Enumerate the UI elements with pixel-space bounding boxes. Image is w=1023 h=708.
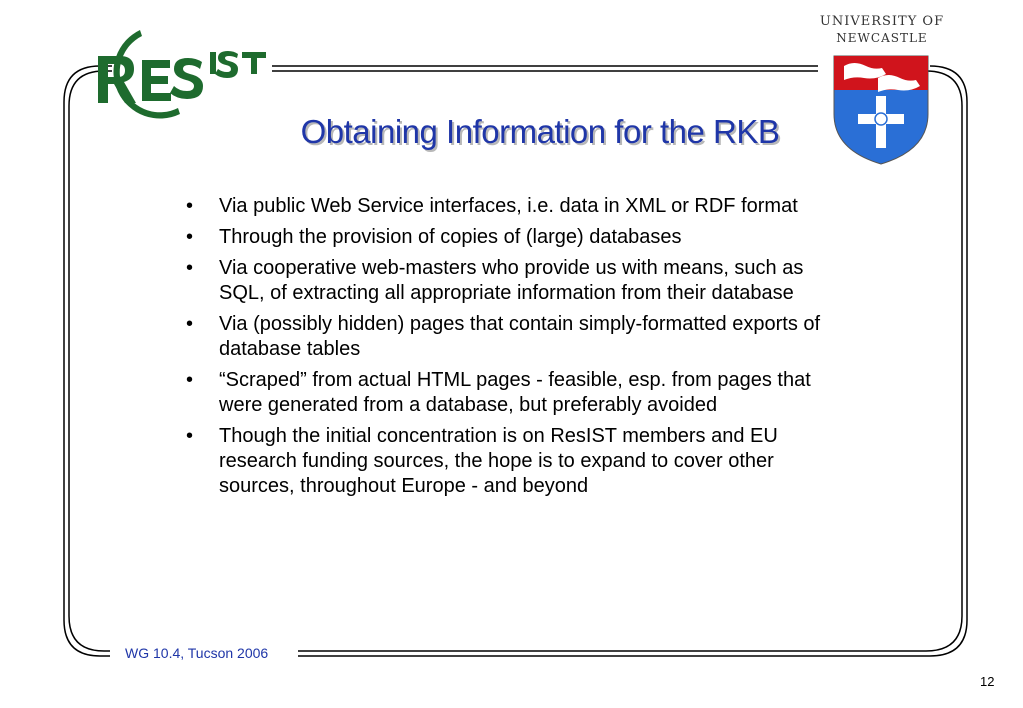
bullet-text: Via public Web Service interfaces, i.e. data in XML or RDF format bbox=[219, 195, 798, 217]
bullet-list bbox=[186, 194, 851, 505]
university-name-line2: NEWCASTLE bbox=[836, 31, 928, 45]
slide-title: Obtaining Information for the RKB bbox=[300, 113, 780, 150]
list-item bbox=[186, 424, 851, 499]
footer-text: WG 10.4, Tucson 2006 bbox=[119, 645, 274, 661]
bullet-text: Via cooperative web-masters who provide us with means, such as SQL, of extracting all appropriate information from their database bbox=[219, 257, 804, 304]
bullet-icon: • bbox=[186, 195, 194, 217]
bullet-icon: • bbox=[186, 257, 194, 279]
bullet-text: “Scraped” from actual HTML pages - feasible, esp. from pages that were generated from a database, but preferably avoided bbox=[219, 369, 811, 416]
list-item bbox=[186, 256, 851, 306]
university-name-line1: UNIVERSITY OF bbox=[819, 14, 945, 29]
list-item bbox=[186, 225, 851, 250]
resist-logo bbox=[92, 22, 272, 122]
bullet-icon: • bbox=[186, 369, 194, 391]
bullet-icon: • bbox=[186, 226, 194, 248]
bullet-text: Through the provision of copies of (large) databases bbox=[219, 226, 682, 248]
list-item bbox=[186, 194, 851, 219]
list-item bbox=[186, 368, 851, 418]
page-number: 12 bbox=[980, 674, 995, 689]
bullet-text: Though the initial concentration is on ResIST members and EU research funding sources, the hope is to expand to cover other sources, throughout Europe - and beyond bbox=[219, 425, 778, 497]
bullet-icon: • bbox=[186, 313, 194, 335]
bullet-icon: • bbox=[186, 425, 194, 447]
bullet-text: Via (possibly hidden) pages that contain simply-formatted exports of database tables bbox=[219, 313, 821, 360]
list-item bbox=[186, 312, 851, 362]
